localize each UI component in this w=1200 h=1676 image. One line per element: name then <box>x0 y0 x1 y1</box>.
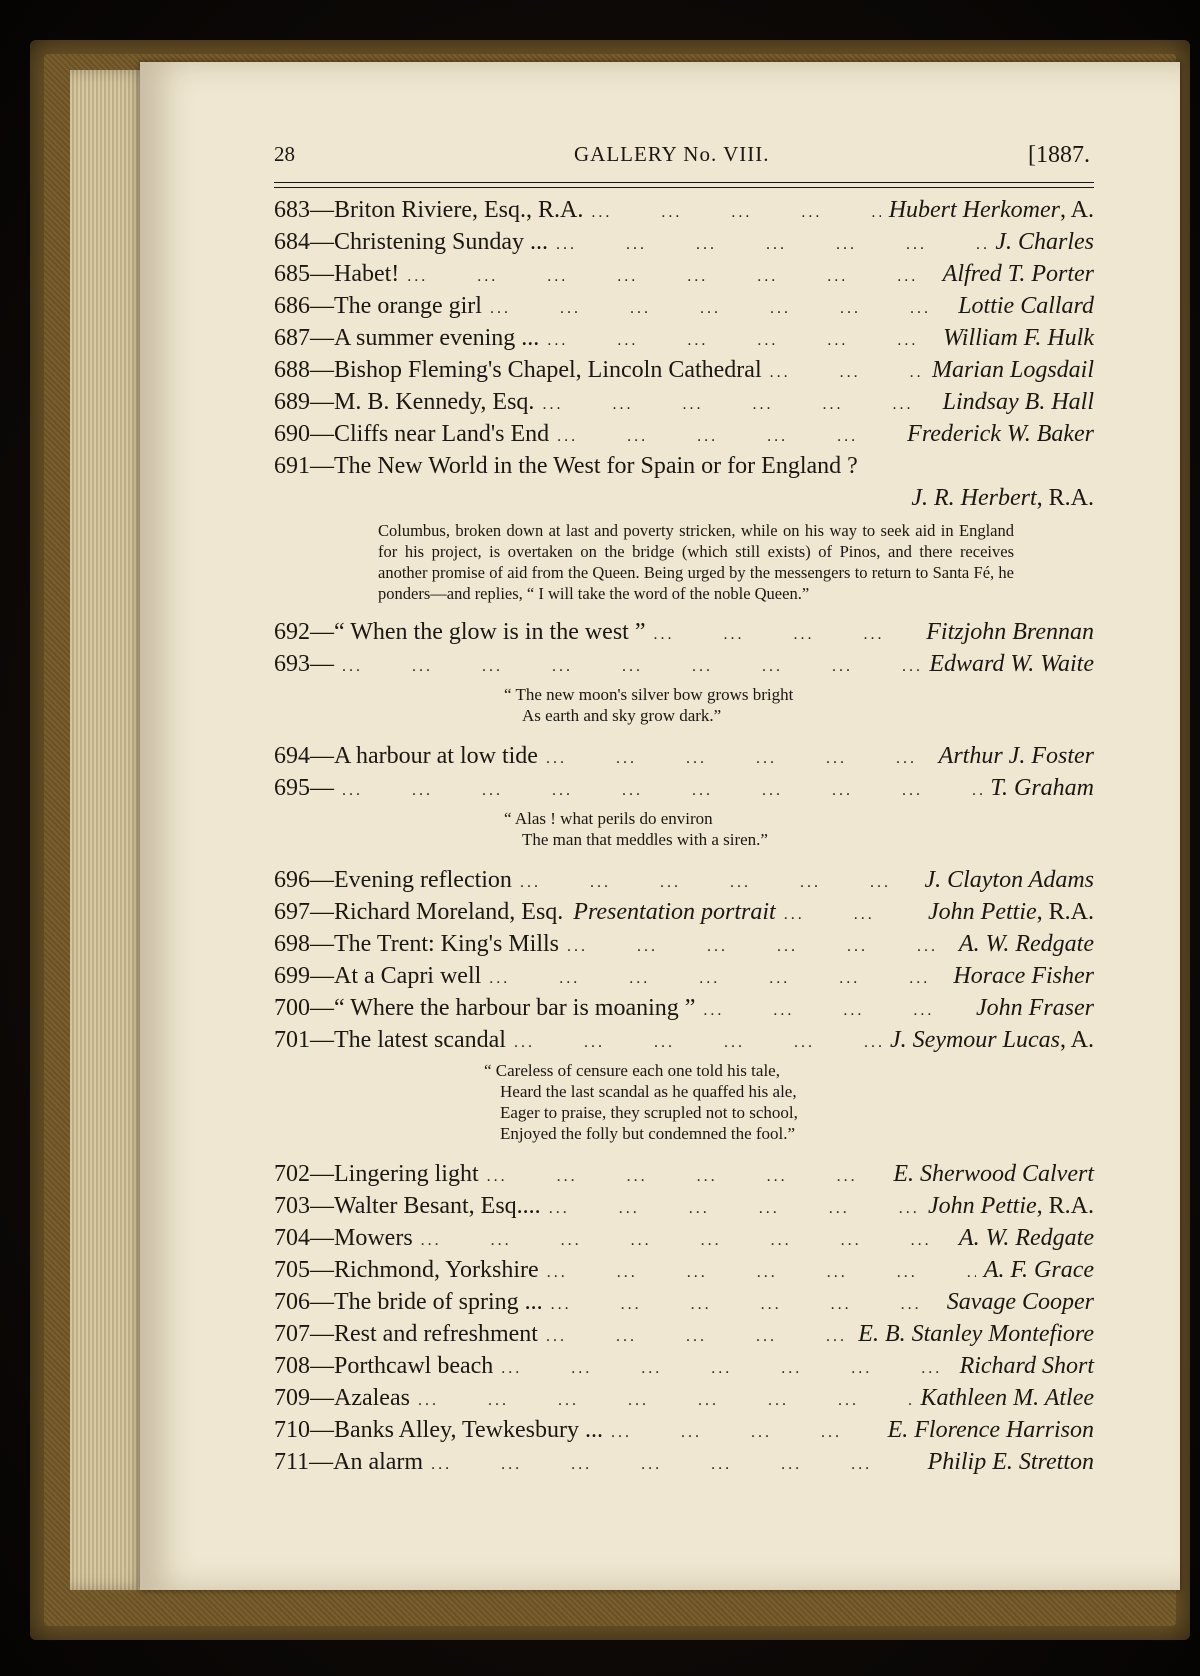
catalogue-entry-688 <box>274 354 1094 386</box>
dot-leader <box>611 1417 880 1449</box>
entry-artist-suffix: , R.A. <box>1036 1193 1094 1219</box>
dot-leader <box>703 995 968 1027</box>
dot-leader <box>784 899 920 931</box>
catalogue-entry-690 <box>274 418 1094 450</box>
dot-leader <box>653 619 918 651</box>
entry-title: 697—Richard Moreland, Esq. <box>274 899 564 925</box>
catalogue-entry-705 <box>274 1254 1094 1286</box>
entry-quote <box>504 808 1094 850</box>
entry-artist-suffix: , A. <box>1059 197 1094 223</box>
catalogue-entry-691 <box>274 450 1094 482</box>
quote-line: As earth and sky grow dark.” <box>522 706 722 725</box>
catalogue-entry-698 <box>274 928 1094 960</box>
catalogue-entry-697 <box>274 896 1094 928</box>
dot-leader <box>342 775 982 807</box>
page-edges <box>70 70 150 1590</box>
entry-subtitle: Presentation portrait <box>573 899 776 925</box>
entry-artist: E. B. Stanley Montefiore <box>858 1321 1094 1347</box>
entry-artist: John Pettie <box>928 1193 1037 1219</box>
entry-artist: Alfred T. Porter <box>942 261 1094 287</box>
entry-title: 687—A summer evening ... <box>274 325 540 351</box>
dot-leader <box>546 1321 850 1353</box>
catalogue-entry-683 <box>274 194 1094 226</box>
entry-title: 705—Richmond, Yorkshire <box>274 1257 539 1283</box>
catalogue-entry-684 <box>274 226 1094 258</box>
header-rule-top <box>274 182 1094 183</box>
entry-artist: Marian Logsdail <box>931 357 1094 383</box>
entry-artist-suffix: , A. <box>1059 1027 1094 1053</box>
entry-title: 709—Azaleas <box>274 1385 410 1411</box>
quote-line: “ Careless of censure each one told his tale, <box>484 1061 780 1080</box>
entry-artist: Savage Cooper <box>946 1289 1094 1315</box>
entry-title: 686—The orange girl <box>274 293 482 319</box>
gallery-title: GALLERY No. VIII. <box>574 142 770 166</box>
entry-title: 683—Briton Riviere, Esq., R.A. <box>274 197 584 223</box>
catalogue-entry-710 <box>274 1414 1094 1446</box>
dot-leader <box>567 931 951 963</box>
dot-leader <box>421 1225 951 1257</box>
entry-title: 698—The Trent: King's Mills <box>274 931 560 957</box>
entry-artist: Philip E. Stretton <box>927 1449 1094 1475</box>
entry-title: 690—Cliffs near Land's End <box>274 421 550 447</box>
catalogue-entries <box>274 194 1094 1478</box>
dot-leader <box>549 1193 920 1225</box>
dot-leader <box>551 1289 939 1321</box>
dot-leader <box>556 229 987 261</box>
entry-quote <box>484 1060 1094 1144</box>
entry-artist: Arthur J. Foster <box>938 743 1094 769</box>
entry-artist: J. Clayton Adams <box>924 867 1094 893</box>
quote-line: The man that meddles with a siren.” <box>522 830 768 849</box>
quote-line: “ The new moon's silver bow grows bright <box>504 685 794 704</box>
entry-artist-suffix: , R.A. <box>1036 899 1094 925</box>
catalogue-entry-701 <box>274 1024 1094 1056</box>
dot-leader <box>342 651 921 683</box>
running-header <box>274 142 1090 182</box>
header-rule-bottom <box>274 187 1094 188</box>
entry-title: 693— <box>274 651 334 677</box>
entry-artist: J. R. Herbert <box>911 485 1037 511</box>
entry-artist: A. W. Redgate <box>958 931 1094 957</box>
dot-leader <box>487 1161 886 1193</box>
entry-title: 703—Walter Besant, Esq.... <box>274 1193 541 1219</box>
entry-artist: T. Graham <box>990 775 1094 801</box>
entry-title: 691—The New World in the West for Spain or for England ? <box>274 453 858 479</box>
entry-artist: Edward W. Waite <box>929 651 1094 677</box>
catalogue-entry-706 <box>274 1286 1094 1318</box>
dot-leader <box>542 389 934 421</box>
entry-title: 708—Porthcawl beach <box>274 1353 494 1379</box>
entry-title: 685—Habet! <box>274 261 400 287</box>
entry-title: 692—“ When the glow is in the west ” <box>274 619 646 645</box>
entry-artist-suffix: , R.A. <box>1036 485 1094 511</box>
entry-title: 706—The bride of spring ... <box>274 1289 543 1315</box>
entry-title: 684—Christening Sunday ... <box>274 229 548 255</box>
entry-title: 711—An alarm <box>274 1449 424 1475</box>
entry-title: 701—The latest scandal <box>274 1027 506 1053</box>
quote-line: “ Alas ! what perils do environ <box>504 809 713 828</box>
quote-line: Eager to praise, they scrupled not to school, <box>500 1103 798 1122</box>
entry-title: 694—A harbour at low tide <box>274 743 538 769</box>
entry-title: 688—Bishop Fleming's Chapel, Lincoln Cathedral <box>274 357 762 383</box>
catalogue-entry-700 <box>274 992 1094 1024</box>
catalogue-entry-685 <box>274 258 1094 290</box>
dot-leader <box>547 1257 976 1289</box>
entry-artist: E. Florence Harrison <box>887 1417 1094 1443</box>
catalogue-entry-686 <box>274 290 1094 322</box>
entry-artist: Kathleen M. Atlee <box>920 1385 1094 1411</box>
catalogue-entry-694 <box>274 740 1094 772</box>
catalogue-entry-696 <box>274 864 1094 896</box>
entry-artist: J. Seymour Lucas <box>890 1027 1060 1053</box>
entry-title: 699—At a Capri well <box>274 963 482 989</box>
catalogue-entry-699 <box>274 960 1094 992</box>
page-number: 28 <box>274 142 295 166</box>
dot-leader <box>514 1027 882 1059</box>
entry-artist: Richard Short <box>959 1353 1094 1379</box>
entry-artist: J. Charles <box>995 229 1094 255</box>
entry-title: 707—Rest and refreshment <box>274 1321 538 1347</box>
dot-leader <box>770 357 924 389</box>
catalogue-entry-692 <box>274 616 1094 648</box>
entry-artist: Frederick W. Baker <box>907 421 1094 447</box>
catalogue-entry-711 <box>274 1446 1094 1478</box>
dot-leader <box>431 1449 919 1481</box>
entry-artist: William F. Hulk <box>943 325 1094 351</box>
entry-artist: Horace Fisher <box>953 963 1094 989</box>
entry-description: Columbus, broken down at last and poverty stricken, while on his way to seek aid in England for his project, is overtaken on the bridge (which still exists) of Pinos, and there receives another promise of aid from the Queen. Being urged by the messengers to return to Santa Fé, he ponders—and replies, “ I will take the word of the noble Queen.” <box>378 521 1014 603</box>
dot-leader <box>501 1353 951 1385</box>
catalogue-entry-708 <box>274 1350 1094 1382</box>
entry-artist: Lindsay B. Hall <box>942 389 1094 415</box>
dot-leader <box>418 1385 913 1417</box>
entry-artist: Hubert Herkomer <box>888 197 1060 223</box>
entry-title: 704—Mowers <box>274 1225 413 1251</box>
entry-artist-line <box>274 482 1094 514</box>
entry-artist: Lottie Callard <box>958 293 1094 319</box>
entry-title: 696—Evening reflection <box>274 867 512 893</box>
entry-artist: A. F. Grace <box>983 1257 1094 1283</box>
entry-quote <box>504 684 1094 726</box>
entry-artist: E. Sherwood Calvert <box>893 1161 1094 1187</box>
dot-leader <box>520 867 917 899</box>
catalogue-entry-695 <box>274 772 1094 804</box>
catalogue-entry-693 <box>274 648 1094 680</box>
catalogue-entry-704 <box>274 1222 1094 1254</box>
entry-title: 702—Lingering light <box>274 1161 479 1187</box>
entry-artist: Fitzjohn Brennan <box>926 619 1094 645</box>
catalogue-entry-709 <box>274 1382 1094 1414</box>
year: [1887. <box>1028 142 1090 168</box>
entry-artist: A. W. Redgate <box>958 1225 1094 1251</box>
entry-title: 695— <box>274 775 334 801</box>
dot-leader <box>547 325 935 357</box>
catalogue-page <box>140 62 1180 1590</box>
entry-title: 700—“ Where the harbour bar is moaning ” <box>274 995 696 1021</box>
quote-line: Heard the last scandal as he quaffed his ale, <box>500 1082 797 1101</box>
dot-leader <box>489 963 945 995</box>
dot-leader <box>490 293 950 325</box>
entry-artist: John Fraser <box>976 995 1094 1021</box>
entry-title: 710—Banks Alley, Tewkesbury ... <box>274 1417 603 1443</box>
dot-leader <box>591 197 880 229</box>
quote-line: Enjoyed the folly but condemned the fool.” <box>500 1124 796 1143</box>
entry-artist: John Pettie <box>928 899 1037 925</box>
catalogue-entry-687 <box>274 322 1094 354</box>
dot-leader <box>407 261 934 293</box>
dot-leader <box>546 743 931 775</box>
dot-leader <box>557 421 899 453</box>
entry-title: 689—M. B. Kennedy, Esq. <box>274 389 535 415</box>
catalogue-entry-707 <box>274 1318 1094 1350</box>
catalogue-entry-689 <box>274 386 1094 418</box>
catalogue-entry-703 <box>274 1190 1094 1222</box>
catalogue-entry-702 <box>274 1158 1094 1190</box>
